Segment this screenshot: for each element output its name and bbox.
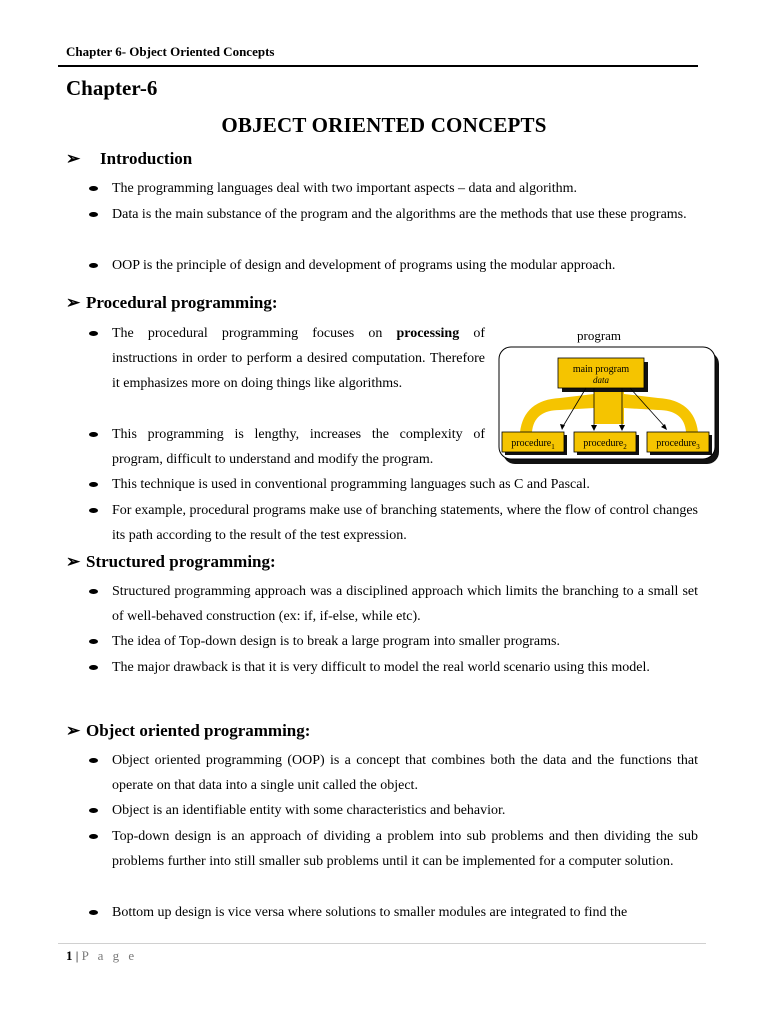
arrow-bullet-icon: ➢ xyxy=(66,149,81,168)
list-item-text: The major drawback is that it is very difficult to model the real world scenario using this model. xyxy=(112,660,650,675)
list-item-text: Structured programming approach was a disciplined approach which limits the branching to a small set of well-behaved construction (ex: if, if-else, while etc). xyxy=(112,584,698,624)
list-item xyxy=(89,579,698,629)
list-item-text: This programming is lengthy, increases the complexity of program, difficult to understand and modify the program. xyxy=(112,427,485,467)
list-item-text: The procedural programming focuses on processing of instructions in order to perform a desired computation. Therefore it emphasizes more on doing things like algorithms. xyxy=(112,326,485,391)
emphasis-processing: processing xyxy=(396,326,460,341)
procedure-label-2: procedure$_2$ xyxy=(583,438,627,451)
bullet-icon xyxy=(89,665,98,670)
list-item-text: Top-down design is an approach of dividing a problem into sub problems and then dividing the sub problems further into still smaller sub problems until it can be implemented for a computer solution. xyxy=(112,829,698,869)
list-item-text: Bottom up design is vice versa where solutions to smaller modules are integrated to find the xyxy=(112,905,628,920)
list-item-text: This technique is used in conventional programming languages such as C and Pascal. xyxy=(112,477,590,492)
bullet-icon xyxy=(89,432,98,437)
bullet-icon xyxy=(89,834,98,839)
bullet-icon xyxy=(89,212,98,217)
section-heading-text: Structured programming: xyxy=(86,552,276,571)
list-item xyxy=(89,798,698,823)
page-footer xyxy=(66,948,137,964)
page-word: P a g e xyxy=(81,948,138,963)
list-item xyxy=(89,321,485,396)
list-item-text: Data is the main substance of the program and the algorithms are the methods that use these programs. xyxy=(112,207,687,222)
procedural-program-diagram xyxy=(498,324,722,468)
list-item xyxy=(89,202,698,227)
footer-rule xyxy=(58,943,706,944)
running-header: Chapter 6- Object Oriented Concepts xyxy=(66,44,275,59)
list-item xyxy=(89,824,698,874)
list-item-text: OOP is the principle of design and development of programs using the modular approach. xyxy=(112,258,616,273)
list-item xyxy=(89,900,698,925)
bullet-icon xyxy=(89,186,98,191)
list-item xyxy=(89,472,698,497)
list-item xyxy=(89,422,485,472)
bullet-icon xyxy=(89,482,98,487)
list-item-text: The programming languages deal with two important aspects – data and algorithm. xyxy=(112,181,577,196)
bullet-icon xyxy=(89,639,98,644)
bullet-icon xyxy=(89,263,98,268)
page-number: 1 xyxy=(66,948,73,963)
list-item-text: For example, procedural programs make use of branching statements, where the flow of control changes its path according to the result of the test expression. xyxy=(112,503,698,543)
chapter-title: OBJECT ORIENTED CONCEPTS xyxy=(221,113,547,137)
arrow-bullet-icon: ➢ xyxy=(66,293,81,312)
section-heading-text: Procedural programming: xyxy=(86,293,278,312)
list-item-text: Object oriented programming (OOP) is a concept that combines both the data and the functions that operate on that data into a single unit called the object. xyxy=(112,753,698,793)
footer-separator: | xyxy=(75,948,79,963)
section-heading-text: Introduction xyxy=(100,149,193,168)
list-item-text: The idea of Top-down design is to break a large program into smaller programs. xyxy=(112,634,560,649)
list-item xyxy=(89,629,698,654)
bullet-icon xyxy=(89,331,98,336)
list-item-text: Object is an identifiable entity with some characteristics and behavior. xyxy=(112,803,506,818)
bullet-icon xyxy=(89,910,98,915)
chapter-label: Chapter-6 xyxy=(66,76,158,100)
section-heading-introduction xyxy=(66,149,192,169)
section-heading-text: Object oriented programming: xyxy=(86,721,311,740)
section-heading-structured xyxy=(66,552,276,572)
header-rule xyxy=(58,65,698,67)
bullet-icon xyxy=(89,589,98,594)
bullet-icon xyxy=(89,508,98,513)
data-label: data xyxy=(592,375,610,385)
section-heading-oop xyxy=(66,721,310,741)
procedure-label-3: procedure$_3$ xyxy=(656,438,700,451)
list-item xyxy=(89,253,698,278)
diagram-caption: program xyxy=(577,328,622,343)
diagram-graphic xyxy=(498,324,722,468)
procedure-label-1: procedure$_1$ xyxy=(511,438,555,451)
arrow-bullet-icon: ➢ xyxy=(66,721,81,740)
arrow-bullet-icon: ➢ xyxy=(66,552,81,571)
list-item xyxy=(89,176,698,201)
bullet-icon xyxy=(89,758,98,763)
section-heading-procedural xyxy=(66,293,278,313)
bullet-icon xyxy=(89,808,98,813)
main-program-label: main program xyxy=(572,364,630,375)
list-item xyxy=(89,655,698,680)
list-item xyxy=(89,498,698,548)
list-item xyxy=(89,748,698,798)
